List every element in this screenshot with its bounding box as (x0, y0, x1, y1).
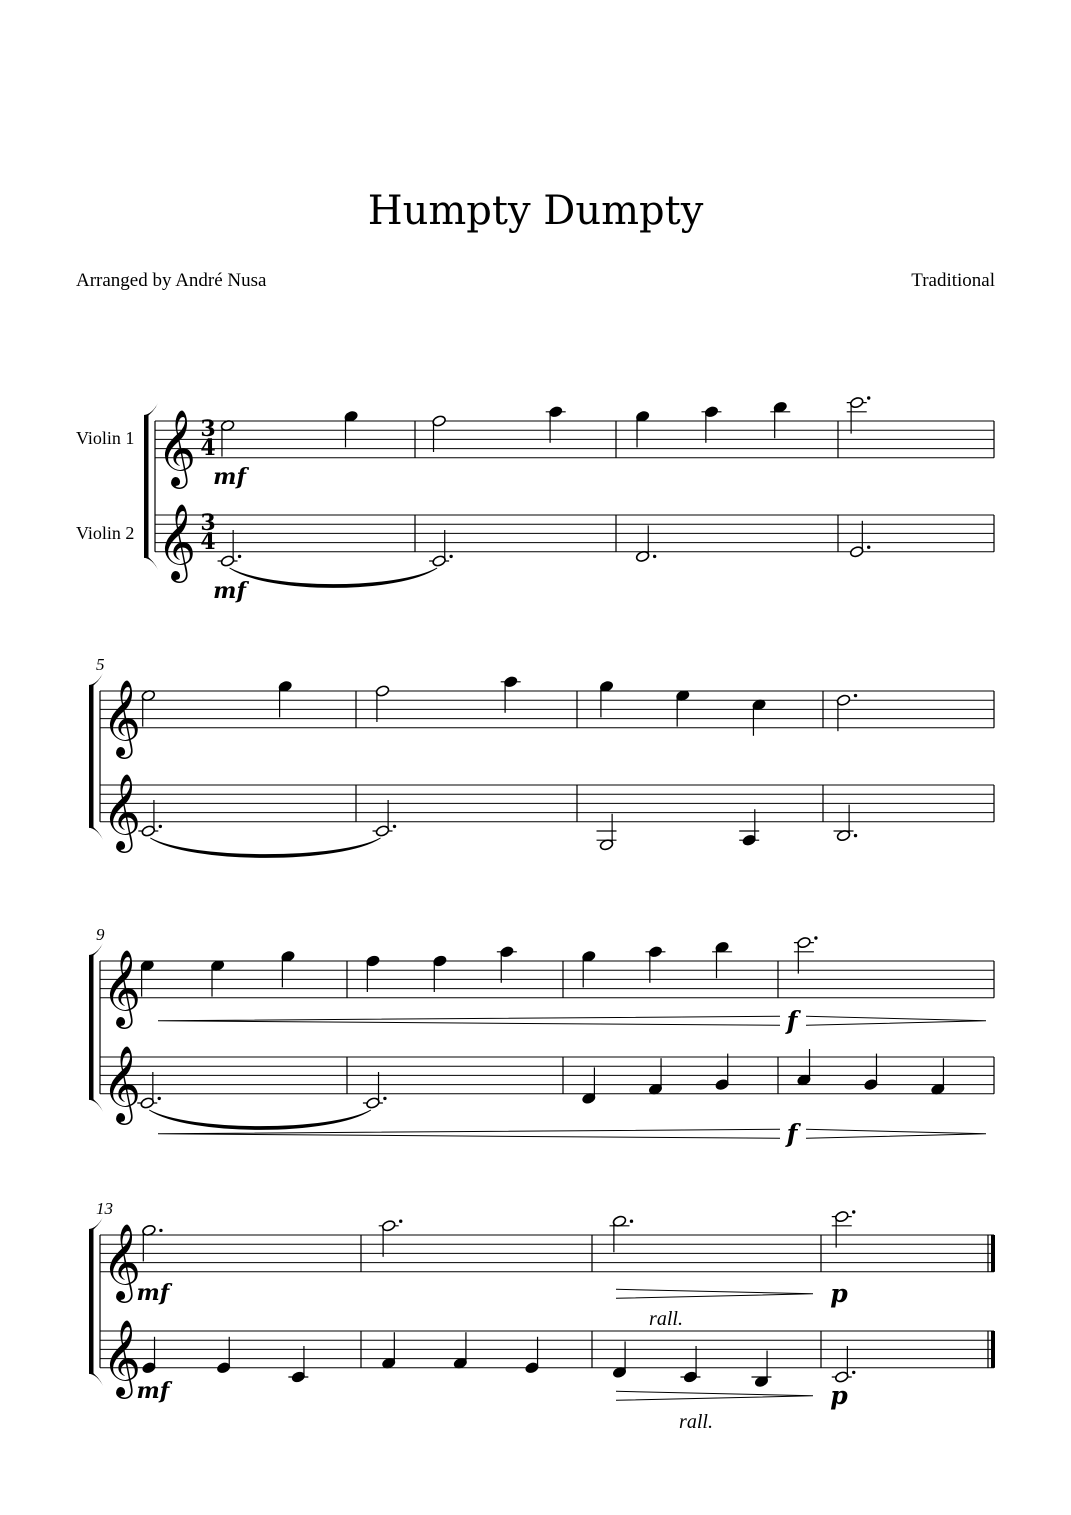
tie (149, 1110, 371, 1130)
augmentation-dot (852, 1371, 855, 1374)
bracket-hook-top (89, 943, 103, 959)
bracket-hook-bottom (89, 1370, 103, 1386)
treble-clef: 𝄞 (102, 1222, 142, 1300)
bracket-hook-bottom (89, 1096, 103, 1112)
bracket-hook-bottom (144, 554, 158, 570)
augmentation-dot (238, 555, 241, 558)
augmentation-dot (393, 825, 396, 828)
dynamic-p: p (830, 1278, 848, 1308)
dynamic-mf: mf (213, 577, 246, 604)
decrescendo-hairpin (616, 1289, 813, 1298)
augmentation-dot (814, 936, 817, 939)
system-bracket (89, 685, 94, 828)
augmentation-dot (854, 694, 857, 697)
dynamic-f: f (786, 1005, 798, 1035)
time-signature-top: 3 (200, 416, 216, 442)
treble-clef: 𝄞 (102, 1044, 142, 1122)
crescendo-hairpin (158, 1016, 780, 1025)
augmentation-dot (399, 1220, 402, 1223)
augmentation-dot (653, 555, 656, 558)
dynamic-p: p (830, 1380, 848, 1410)
augmentation-dot (159, 825, 162, 828)
time-signature-bottom: 4 (200, 435, 216, 461)
rallentando-text: rall. (649, 1307, 683, 1330)
measure-number: 9 (96, 925, 105, 944)
time-signature-bottom: 4 (200, 529, 216, 555)
final-barline-thick (991, 1331, 995, 1368)
decrescendo-hairpin (806, 1016, 986, 1025)
measure-number: 13 (96, 1199, 113, 1218)
bracket-hook-top (89, 1217, 103, 1233)
instrument-label-violin-2: Violin 2 (76, 523, 135, 543)
system-bracket (89, 955, 94, 1100)
dynamic-mf: mf (136, 1377, 170, 1404)
augmentation-dot (449, 555, 452, 558)
augmentation-dot (867, 396, 870, 399)
decrescendo-hairpin (616, 1391, 813, 1400)
dynamic-f: f (786, 1118, 798, 1148)
tie (150, 838, 380, 858)
bracket-hook-bottom (89, 824, 103, 840)
system-bracket (144, 415, 149, 558)
dynamic-mf: mf (136, 1279, 170, 1306)
treble-clef: 𝄞 (102, 772, 142, 850)
treble-clef: 𝄞 (157, 502, 197, 580)
augmentation-dot (852, 1210, 855, 1213)
treble-clef: 𝄞 (102, 678, 142, 756)
piece-title: Humpty Dumpty (367, 188, 704, 234)
treble-clef: 𝄞 (102, 1318, 142, 1396)
decrescendo-hairpin (806, 1129, 986, 1138)
system-bracket (89, 1229, 94, 1374)
treble-clef: 𝄞 (157, 408, 197, 486)
composer-credit: Traditional (911, 270, 995, 291)
augmentation-dot (158, 1097, 161, 1100)
final-barline-thick (991, 1235, 995, 1272)
augmentation-dot (854, 834, 857, 837)
arranger-credit: Arranged by André Nusa (76, 270, 267, 291)
bracket-hook-top (144, 403, 158, 419)
rallentando-text: rall. (679, 1410, 713, 1433)
augmentation-dot (383, 1097, 386, 1100)
dynamic-mf: mf (213, 463, 246, 490)
augmentation-dot (630, 1220, 633, 1223)
crescendo-hairpin (158, 1129, 780, 1138)
tie (230, 568, 438, 588)
treble-clef: 𝄞 (102, 948, 142, 1026)
augmentation-dot (867, 546, 870, 549)
bracket-hook-top (89, 673, 103, 689)
instrument-label-violin-1: Violin 1 (76, 428, 135, 448)
time-signature-top: 3 (200, 510, 216, 536)
augmentation-dot (159, 1229, 162, 1232)
measure-number: 5 (96, 655, 105, 674)
